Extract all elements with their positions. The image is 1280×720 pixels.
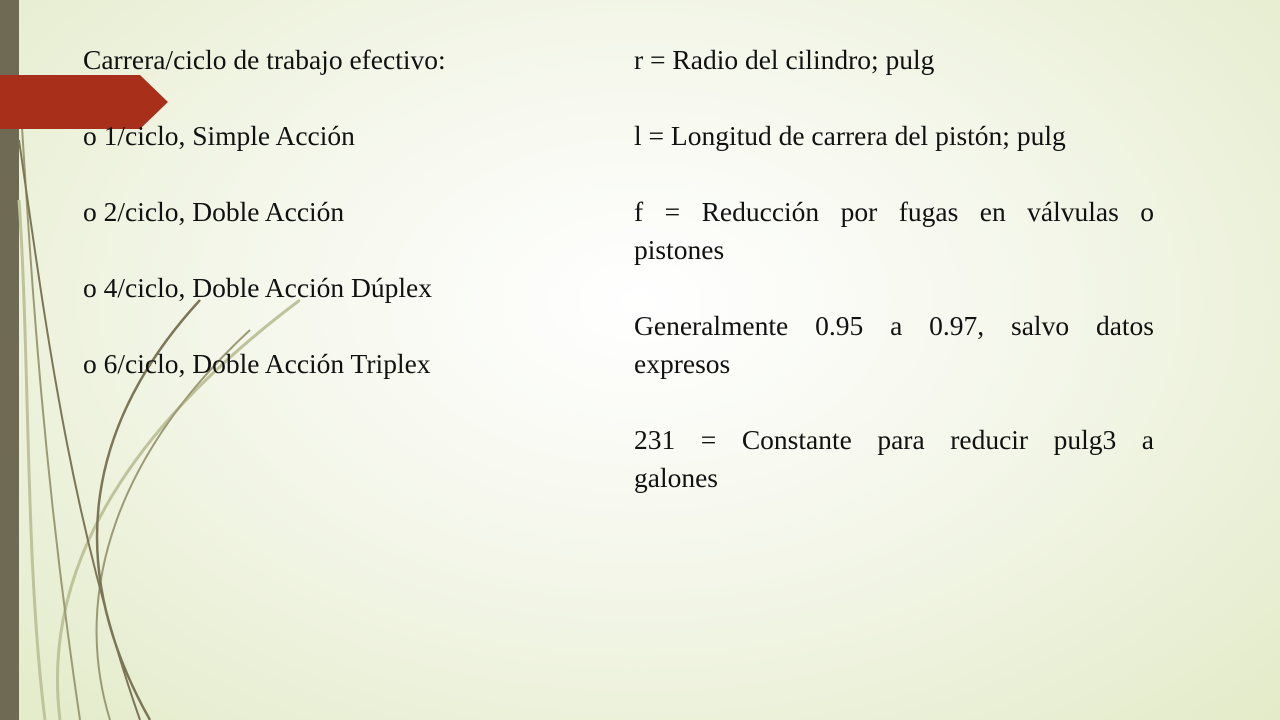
l-definition: l = Longitud de carrera del pistón; pulg (634, 120, 1066, 151)
spacer (634, 383, 1154, 421)
r-definition: r = Radio del cilindro; pulg (634, 44, 935, 75)
list-item: o 6/ciclo, Doble Acción Triplex (83, 348, 431, 379)
constant-line-2: galones (634, 462, 719, 493)
spacer (83, 307, 563, 345)
right-column (634, 41, 1154, 497)
spacer (634, 79, 1154, 117)
constant-line-1: 231 = Constante para reducir pulg3 a (634, 424, 1154, 455)
spacer (634, 269, 1154, 307)
curve-2 (97, 330, 250, 720)
spacer (83, 79, 563, 117)
general-note-line-1: Generalmente 0.95 a 0.97, salvo datos (634, 310, 1154, 341)
f-definition-line-1: f = Reducción por fugas en válvulas o (634, 196, 1154, 227)
spacer (634, 155, 1154, 193)
list-item: o 1/ciclo, Simple Acción (83, 120, 355, 151)
list-item: o 4/ciclo, Doble Acción Dúplex (83, 272, 433, 303)
f-definition-line-2: pistones (634, 234, 725, 265)
left-column (83, 41, 563, 383)
spacer (83, 231, 563, 269)
left-heading: Carrera/ciclo de trabajo efectivo: (83, 44, 446, 75)
spacer (83, 155, 563, 193)
list-item: o 2/ciclo, Doble Acción (83, 196, 345, 227)
general-note-line-2: expresos (634, 348, 731, 379)
